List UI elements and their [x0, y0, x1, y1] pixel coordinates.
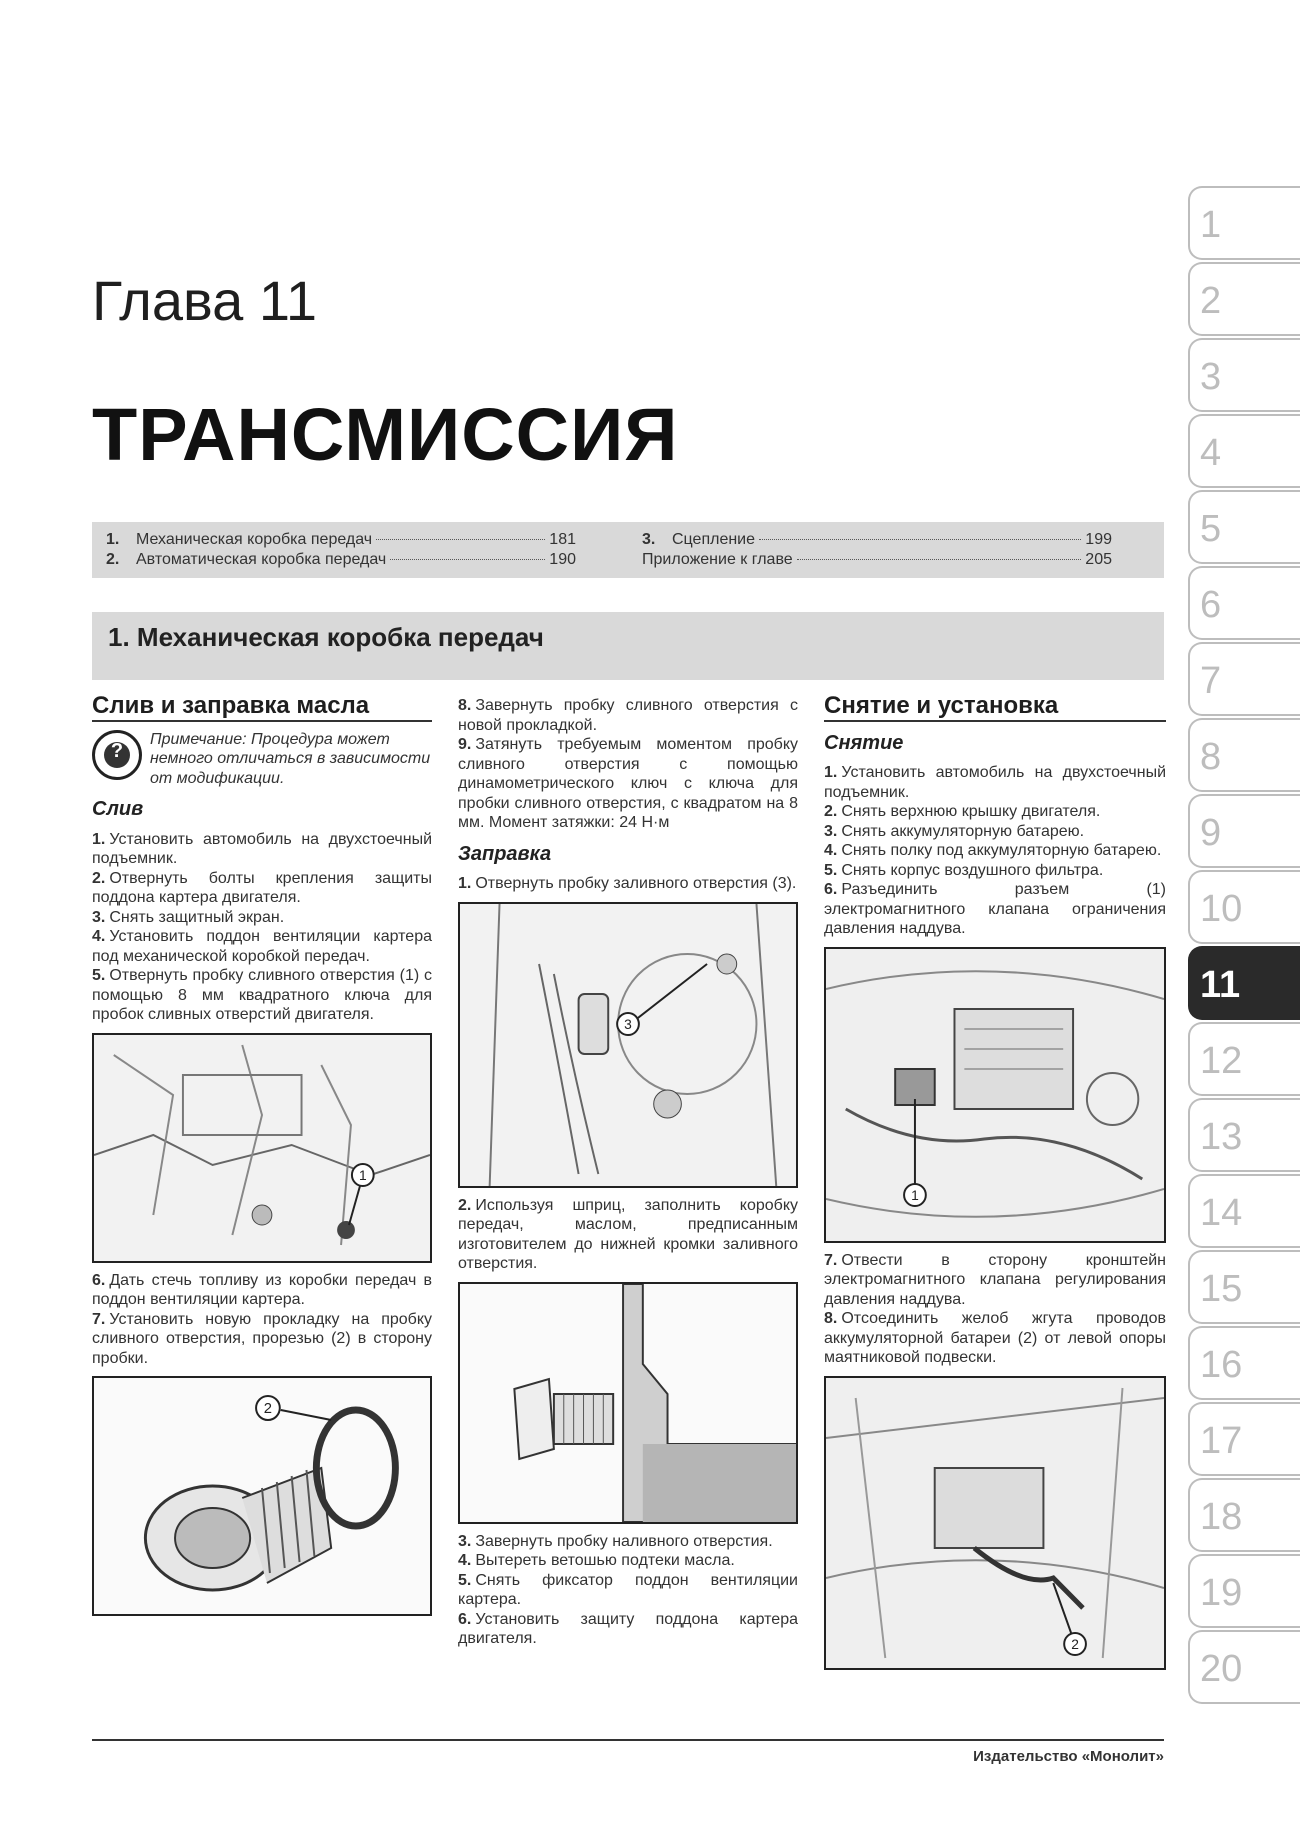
step	[824, 763, 1166, 802]
step	[824, 861, 1166, 881]
callout-3: 3	[624, 1015, 632, 1032]
step-text: Снять защитный экран.	[109, 908, 285, 926]
chapter-number: Глава 11	[92, 269, 317, 332]
step-number: 4.	[824, 842, 838, 859]
figure-harness-drawing	[826, 1378, 1164, 1668]
step	[92, 966, 432, 1025]
step-text: Снять корпус воздушного фильтра.	[841, 861, 1104, 879]
chapter-title: ТРАНСМИССИЯ	[92, 393, 679, 476]
toc-item-page: 181	[549, 531, 576, 548]
step-text: Установить автомобиль на двухстоечный подъемник.	[824, 764, 1166, 801]
step-number: 6.	[458, 1610, 472, 1628]
figure-engine-bay-drawing	[826, 949, 1164, 1241]
step-text: Дать стечь топливу из коробки передач в поддон вентиляции картера.	[92, 1271, 432, 1308]
step	[92, 908, 432, 928]
step-number: 8.	[458, 697, 472, 714]
chapter-tab-label: 2	[1200, 280, 1222, 322]
chapter-tab-label: 14	[1200, 1192, 1243, 1234]
toc-item[interactable]	[106, 530, 576, 550]
chapter-tab-12[interactable]	[1188, 1022, 1300, 1096]
chapter-tab-label: 6	[1200, 584, 1222, 626]
sub-heading-fill: Заправка	[458, 842, 552, 865]
subsection-heading: Снятие и установка	[824, 696, 1166, 722]
toc-leader	[797, 559, 1082, 560]
chapter-tab-9[interactable]	[1188, 794, 1300, 868]
toc-item[interactable]	[106, 550, 576, 570]
step-number: 3.	[92, 908, 106, 926]
step-text: Отвернуть пробку заливного отверстия (3).	[475, 875, 797, 892]
callout-2: 2	[263, 1400, 273, 1418]
step-text: Отвести в сторону кронштейн электромагнитного клапана регулирования давления наддува.	[824, 1251, 1166, 1308]
step-text: Установить новую прокладку на пробку сливного отверстия, прорезью (2) в сторону пробки.	[92, 1310, 432, 1367]
chapter-tabs	[1188, 186, 1300, 1706]
chapter-tab-label: 9	[1200, 812, 1222, 854]
toc-leader	[376, 539, 545, 540]
step-number: 2.	[92, 869, 106, 887]
step	[92, 1271, 432, 1310]
step	[92, 869, 432, 908]
step	[824, 880, 1166, 939]
step-number: 1.	[824, 764, 838, 781]
publisher-name: Издательство «Монолит»	[973, 1748, 1164, 1765]
step-number: 4.	[92, 928, 106, 945]
note-text	[150, 730, 432, 789]
chapter-tab-11-active[interactable]	[1188, 946, 1300, 1020]
toc-column-right	[642, 530, 1112, 570]
step-text: Затянуть требуемым моментом пробку сливного отверстия с помощью динамометрического ключ с ключа для пробки сливного отверстия, с квадратом на 8 мм. Момент затяжки: 24 Н·м	[458, 736, 798, 831]
step	[458, 1571, 798, 1610]
chapter-tab-2[interactable]	[1188, 262, 1300, 336]
toc-item-number: 3.	[642, 531, 656, 548]
step-number: 2.	[824, 803, 838, 820]
step	[92, 830, 432, 869]
chapter-tab-label: 15	[1200, 1268, 1243, 1310]
chapter-tab-label: 18	[1200, 1496, 1243, 1538]
toc-leader	[759, 539, 1081, 540]
chapter-tab-label: 3	[1200, 356, 1222, 398]
step	[458, 1196, 798, 1274]
section-title: 1. Механическая коробка передач	[108, 622, 544, 652]
step-number: 7.	[92, 1310, 106, 1328]
chapter-tab-1[interactable]	[1188, 186, 1300, 260]
step	[458, 874, 798, 894]
step	[458, 1610, 798, 1649]
step	[458, 1532, 798, 1552]
step-number: 1.	[92, 830, 106, 848]
step	[458, 696, 798, 735]
step	[458, 735, 798, 833]
step-number: 6.	[824, 881, 838, 898]
step	[458, 1551, 798, 1571]
chapter-tab-6[interactable]	[1188, 566, 1300, 640]
note-icon	[92, 730, 142, 780]
chapter-tab-5[interactable]	[1188, 490, 1300, 564]
column-left	[92, 692, 432, 1624]
chapter-tab-10[interactable]	[1188, 870, 1300, 944]
toc-item-page: 205	[1085, 551, 1112, 568]
note-box	[92, 730, 432, 789]
chapter-tab-label: 12	[1200, 1040, 1243, 1082]
step-text: Завернуть пробку наливного отверстия.	[475, 1532, 773, 1550]
step-number: 6.	[92, 1271, 106, 1289]
chapter-tab-label: 13	[1200, 1116, 1243, 1158]
sub-heading-removal: Снятие	[824, 731, 904, 754]
step-text: Снять фиксатор поддон вентиляции картера.	[458, 1571, 798, 1608]
note-body: Процедура может немного отличаться в зависимости от модификации.	[150, 730, 431, 787]
step-number: 5.	[92, 967, 106, 984]
footer-divider	[92, 1739, 1164, 1741]
step-text: Разъединить разъем (1) электромагнитного клапана ограничения давления наддува.	[824, 881, 1166, 937]
chapter-tab-label: 8	[1200, 736, 1222, 778]
figure-drain-plug-drawing	[94, 1035, 430, 1261]
toc-item[interactable]	[642, 550, 1112, 570]
chapter-tab-7[interactable]	[1188, 642, 1300, 716]
column-middle	[458, 696, 798, 1649]
chapter-tab-19[interactable]	[1188, 1554, 1300, 1628]
callout-1: 1	[358, 1166, 367, 1183]
chapter-tab-label: 10	[1200, 888, 1243, 930]
step	[92, 1310, 432, 1369]
step	[824, 1309, 1166, 1368]
chapter-tab-label: 5	[1200, 508, 1222, 550]
chapter-tab-17[interactable]	[1188, 1402, 1300, 1476]
step-number: 5.	[458, 1571, 472, 1589]
step-number: 1.	[458, 875, 472, 892]
step-number: 7.	[824, 1251, 838, 1269]
sub-heading-drain: Слив	[92, 798, 144, 820]
step-number: 4.	[458, 1552, 472, 1569]
chapter-tab-8[interactable]	[1188, 718, 1300, 792]
figure-drain-plug-gasket	[92, 1376, 432, 1616]
step-text: Снять полку под аккумуляторную батарею.	[841, 842, 1162, 859]
callout-2: 2	[1071, 1635, 1079, 1652]
step	[824, 802, 1166, 822]
figure-filler-plug	[458, 902, 798, 1188]
step-number: 5.	[824, 861, 838, 879]
chapter-tab-15[interactable]	[1188, 1250, 1300, 1324]
toc-item-page: 199	[1085, 531, 1112, 548]
figure-oil-level-drawing	[460, 1284, 796, 1522]
step-text: Используя шприц, заполнить коробку передач, маслом, предписанным изготовителем до нижней кромки заливного отверстия.	[458, 1196, 798, 1272]
chapter-tab-label: 19	[1200, 1572, 1243, 1614]
toc-item-number: 2.	[106, 551, 120, 568]
step-text: Установить автомобиль на двухстоечный подъемник.	[92, 830, 432, 867]
toc-item-label: Приложение к главе	[642, 551, 793, 568]
step	[824, 822, 1166, 842]
step	[824, 841, 1166, 861]
figure-oil-level	[458, 1282, 798, 1524]
toc-item-label: Механическая коробка передач	[136, 531, 373, 548]
step-text: Вытереть ветошью подтеки масла.	[475, 1552, 735, 1569]
step-text: Отвернуть пробку сливного отверстия (1) с помощью 8 мм квадратного ключа для пробок сливных отверстий двигателя.	[92, 967, 432, 1023]
toc-item-label: Автоматическая коробка передач	[136, 551, 387, 568]
step	[824, 1251, 1166, 1310]
chapter-tab-13[interactable]	[1188, 1098, 1300, 1172]
toc-item-number: 1.	[106, 531, 120, 548]
figure-solenoid-connector	[824, 947, 1166, 1243]
step-text: Установить защиту поддона картера двигателя.	[458, 1610, 798, 1647]
chapter-tab-18[interactable]	[1188, 1478, 1300, 1552]
step-number: 3.	[458, 1532, 472, 1550]
step-text: Завернуть пробку сливного отверстия с новой прокладкой.	[458, 697, 798, 734]
chapter-tab-label: 11	[1200, 964, 1241, 1006]
subsection-heading: Слив и заправка масла	[92, 696, 432, 722]
chapter-tab-label: 7	[1200, 660, 1222, 702]
step-number: 9.	[458, 736, 472, 753]
chapter-tab-label: 16	[1200, 1344, 1243, 1386]
table-of-contents	[92, 522, 1164, 578]
step-number: 8.	[824, 1310, 838, 1327]
step-text: Снять аккумуляторную батарею.	[841, 822, 1085, 840]
chapter-tab-20[interactable]	[1188, 1630, 1300, 1704]
figure-filler-drawing	[460, 904, 796, 1186]
chapter-tab-label: 4	[1200, 432, 1222, 474]
chapter-tab-16[interactable]	[1188, 1326, 1300, 1400]
chapter-tab-14[interactable]	[1188, 1174, 1300, 1248]
toc-item-page: 190	[549, 551, 576, 568]
step	[92, 927, 432, 966]
toc-leader	[390, 559, 545, 560]
step-text: Отсоединить желоб жгута проводов аккумуляторной батареи (2) от левой опоры маятниковой подвески.	[824, 1310, 1166, 1366]
step-text: Отвернуть болты крепления защиты поддона картера двигателя.	[92, 869, 432, 906]
step-text: Снять верхнюю крышку двигателя.	[841, 803, 1101, 820]
chapter-tab-label: 17	[1200, 1420, 1243, 1462]
toc-item-label: Сцепление	[672, 531, 756, 548]
callout-1: 1	[911, 1186, 919, 1203]
figure-drain-plug	[92, 1033, 432, 1263]
chapter-tab-label: 1	[1200, 204, 1222, 246]
column-right	[824, 692, 1166, 1678]
step-number: 2.	[458, 1196, 472, 1214]
step-number: 3.	[824, 822, 838, 840]
note-label: Примечание:	[150, 730, 247, 748]
chapter-tab-label: 20	[1200, 1648, 1243, 1690]
figure-harness-trough	[824, 1376, 1166, 1670]
section-header	[92, 612, 1164, 680]
step-text: Установить поддон вентиляции картера под механической коробкой передач.	[92, 928, 432, 965]
figure-gasket-drawing	[94, 1378, 430, 1614]
chapter-tab-3[interactable]	[1188, 338, 1300, 412]
chapter-tab-4[interactable]	[1188, 414, 1300, 488]
toc-column-left	[106, 530, 576, 570]
toc-item[interactable]	[642, 530, 1112, 550]
